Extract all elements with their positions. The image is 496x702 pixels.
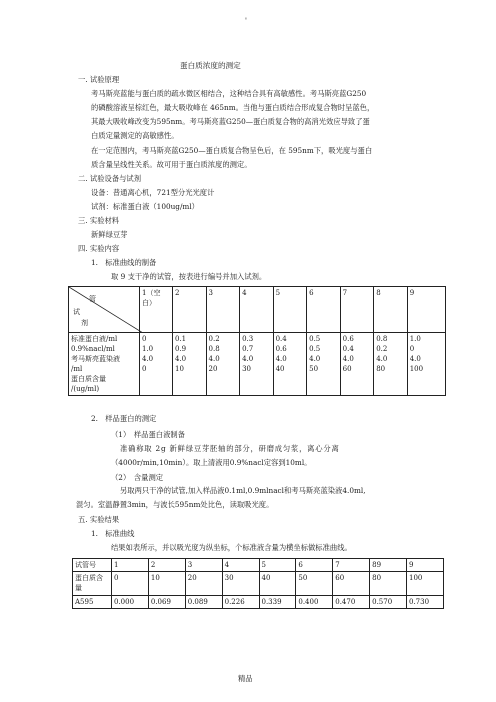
table-cell: 蛋白质含量 [73,572,112,596]
standard-curve-desc: 取 9 支干净的试管，按表进行编号并加入试剂。 [111,272,267,281]
principle-para1-line4: 白质定量测定的高敏感性。 [91,131,179,140]
tube-values-cell: 0.2 0.8 4.0 20 [206,333,240,396]
table-row [73,559,444,572]
table-cell: 0.339 [259,596,296,609]
table-cell: 30 [222,572,259,596]
sample-prep-line2: （4000r/min,10min）。取上清液用0.9%nacl定容到10ml。 [111,458,312,467]
table-cell: 0.570 [370,596,407,609]
corner-label-reagent-a: 试 [73,308,80,316]
tube-values-cell: 0.3 0.7 4.0 30 [240,333,274,396]
table-cell: 0.069 [148,596,185,609]
table-cell: 40 [259,572,296,596]
tube-header: 8 [374,287,408,333]
table-cell: 89 [370,559,407,572]
table-cell: 20 [185,572,222,596]
table-cell: 7 [333,559,370,572]
table-cell: 0.400 [296,596,333,609]
tube-values-cell: 0.4 0.6 4.0 40 [273,333,307,396]
table-cell: 100 [407,572,444,596]
table-cell: 0 [112,572,149,596]
section-heading-content: 四. 实验内容 [78,244,120,253]
table-cell: 9 [407,559,444,572]
results-table [72,558,444,609]
materials-line: 新鲜绿豆芽 [91,230,128,239]
row-label: 蛋白质含量 [71,375,106,383]
table-cell: 60 [333,572,370,596]
tube-header: 7 [340,287,374,333]
table-cell: 0.226 [222,596,259,609]
tube-header: 9 [407,287,445,333]
principle-para1-line2: 的磷酸溶液呈棕红色，最大吸收峰在 465nm。当他与蛋白质结合形成复合物时呈蓝色， [91,103,375,112]
standard-curve-heading: 1. 标准曲线的制备 [91,258,157,267]
tube-header: 1（空白） [140,287,173,333]
tube-values-cell: 0.5 0.5 4.0 50 [307,333,341,396]
principle-para2-line1: 在一定范围内，考马斯亮蓝G250—蛋白质复合物呈色后，在 595nm下，吸光度与蛋白 [91,146,373,155]
section-heading-results: 五. 实验结果 [78,515,120,524]
table-cell: 0.470 [333,596,370,609]
table-cell: 2 [148,559,185,572]
row-label: /ml [71,365,83,373]
table-cell: 6 [296,559,333,572]
row-label: 考马斯亮蓝染液 [71,355,120,363]
tube-values-cell: 0.8 0.2 4.0 80 [374,333,408,396]
table-cell: 10 [148,572,185,596]
tube-values-cell: 0 1.0 4.0 0 [140,333,173,396]
tube-values-cell: 0.6 0.4 4.0 60 [340,333,374,396]
tube-header: 6 [307,287,341,333]
assay-line2: 混匀。室温静置3min，与波长595nm处比色，读取吸光度。 [76,500,274,509]
table-cell: 0.089 [185,596,222,609]
tube-header: 4 [240,287,274,333]
table-cell: 4 [222,559,259,572]
table-row [73,572,444,596]
table-cell: 试管号 [73,559,112,572]
table-cell: 0.730 [407,596,444,609]
equipment-line: 设备：普通离心机，721型分光光度计 [91,188,215,197]
section-heading-principle: 一. 试验原理 [78,75,120,84]
principle-para1-line3: 其最大吸收峰改变为595nm。考马斯亮蓝G250—蛋白质复合物的高消光效应导致了蛋 [91,117,370,126]
section-heading-materials: 三. 实验材料 [78,216,120,225]
table-cell: 1 [112,559,149,572]
corner-label-tube: 管 [89,295,96,303]
table-cell: A595 [73,596,112,609]
tube-header: 2 [173,287,207,333]
table-cell: 3 [185,559,222,572]
row-labels-cell [69,333,140,396]
tube-values-cell: 1.0 0 4.0 100 [407,333,445,396]
header-mark: ' [245,17,247,25]
table-cell: 0.000 [112,596,149,609]
row-label: 0.9%nacl/ml [71,345,115,353]
principle-para2-line2: 质含量呈线性关系。故可用于蛋白质浓度的测定。 [91,160,252,169]
tube-values-cell: 0.1 0.9 4.0 10 [173,333,207,396]
table-cell: 5 [259,559,296,572]
sample-prep-heading: （1） 样品蛋白液制备 [111,430,185,439]
table-row [73,596,444,609]
table-corner-cell [69,287,140,333]
corner-label-reagent-b: 剂 [81,319,88,327]
row-label: /(ug/ml) [71,385,100,393]
page-title: 蛋白质浓度的测定 [180,61,241,70]
tube-header: 5 [273,287,307,333]
row-label: 标准蛋白液/ml [71,335,118,343]
sample-protein-heading: 2. 样品蛋白的测定 [91,414,157,423]
table-cell: 80 [370,572,407,596]
page-footer: 精品 [238,674,253,683]
table-cell: 50 [296,572,333,596]
tube-header: 3 [206,287,240,333]
results-curve-desc: 结果如表所示，并以吸光度为纵坐标，个标准液含量为横坐标做标准曲线。 [111,543,352,552]
reagent-line: 试剂：标准蛋白液（100ug/ml） [91,202,199,211]
assay-heading: （2） 含量测定 [111,473,164,482]
sample-prep-line1: 准确称取 2g 新鲜绿豆芽胚轴的部分，研磨成匀浆，离心分离 [120,444,340,453]
principle-para1-line1: 考马斯亮蓝能与蛋白质的疏水微区相结合，这种结合具有高敏感性。考马斯亮蓝G250 [91,89,367,98]
assay-line1: 另取两只干净的试管,加入样品液0.1ml,0.9mlnacl和考马斯亮蓝染液4.0ml, [120,486,366,495]
reagent-table [68,286,446,396]
section-heading-equipment: 二. 试验设备与试剂 [78,174,142,183]
results-curve-heading: 1. 标准曲线 [91,529,135,538]
